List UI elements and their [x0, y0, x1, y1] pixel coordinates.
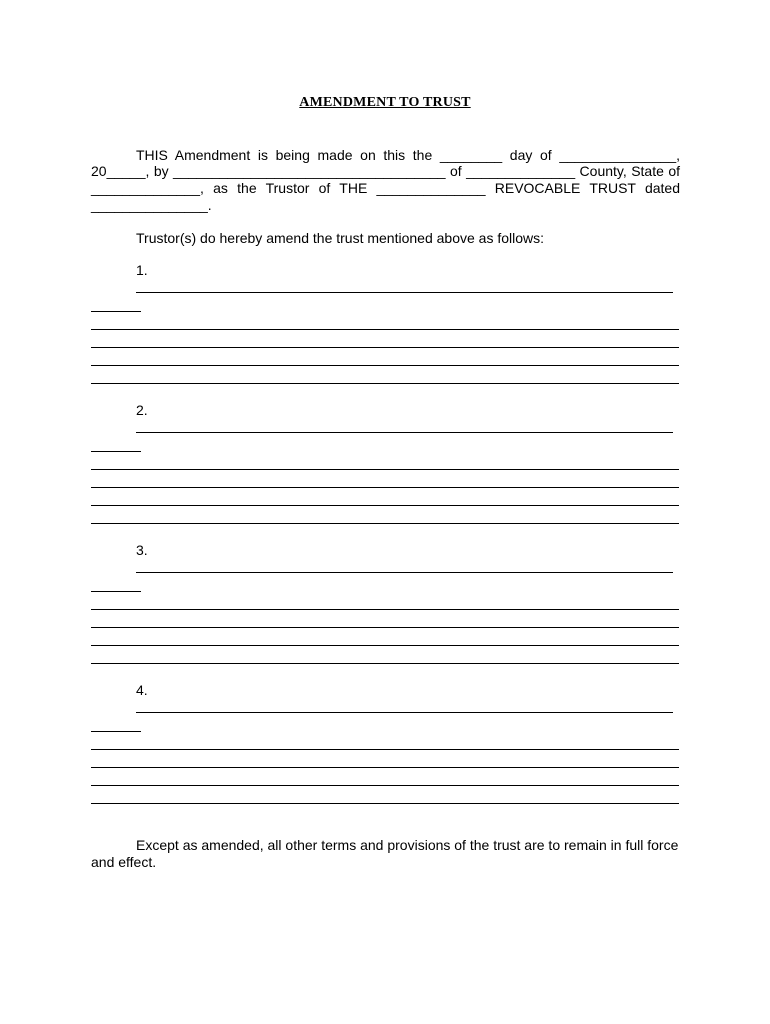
- amendment-number-3: 3.: [136, 542, 148, 558]
- intro-line-1: THIS Amendment is being made on this the ________ day of _______________,: [136, 147, 680, 163]
- amendment-4-line: [91, 803, 679, 804]
- amendment-1-line: [91, 365, 679, 366]
- amendment-number-4: 4.: [136, 682, 148, 698]
- amendment-3-line: [91, 609, 679, 610]
- amendment-1-short-line: [91, 311, 141, 312]
- amendment-4-first-line: [136, 712, 673, 713]
- amendment-2-short-line: [91, 451, 141, 452]
- amendment-1-line: [91, 329, 679, 330]
- closing-line-1: Except as amended, all other terms and provisions of the trust are to remain in full force: [136, 837, 679, 853]
- closing-line-2: and effect.: [91, 854, 157, 870]
- amendment-3-short-line: [91, 591, 141, 592]
- amendment-number-1: 1.: [136, 262, 148, 278]
- amendment-3-first-line: [136, 572, 673, 573]
- amendment-1-line: [91, 383, 679, 384]
- amendment-4-line: [91, 767, 679, 768]
- amendment-2-first-line: [136, 432, 673, 433]
- amendment-1-line: [91, 347, 679, 348]
- intro-line-4: _______________.: [91, 197, 212, 213]
- document-title: AMENDMENT TO TRUST: [299, 95, 471, 110]
- amendment-2-line: [91, 505, 679, 506]
- amendment-3-line: [91, 663, 679, 664]
- intro-line-2: 20_____, by ___________________________________ of ______________ County, State of: [91, 163, 680, 179]
- amendment-2-line: [91, 469, 679, 470]
- amendment-4-line: [91, 785, 679, 786]
- amendment-1-first-line: [136, 292, 673, 293]
- amendment-4-short-line: [91, 731, 141, 732]
- amendment-4-line: [91, 749, 679, 750]
- amendment-number-2: 2.: [136, 402, 148, 418]
- amend-statement: Trustor(s) do hereby amend the trust mentioned above as follows:: [136, 230, 545, 246]
- amendment-3-line: [91, 645, 679, 646]
- amendment-2-line: [91, 523, 679, 524]
- amendment-2-line: [91, 487, 679, 488]
- amendment-3-line: [91, 627, 679, 628]
- intro-line-3: ______________, as the Trustor of THE ______________ REVOCABLE TRUST dated: [91, 180, 680, 196]
